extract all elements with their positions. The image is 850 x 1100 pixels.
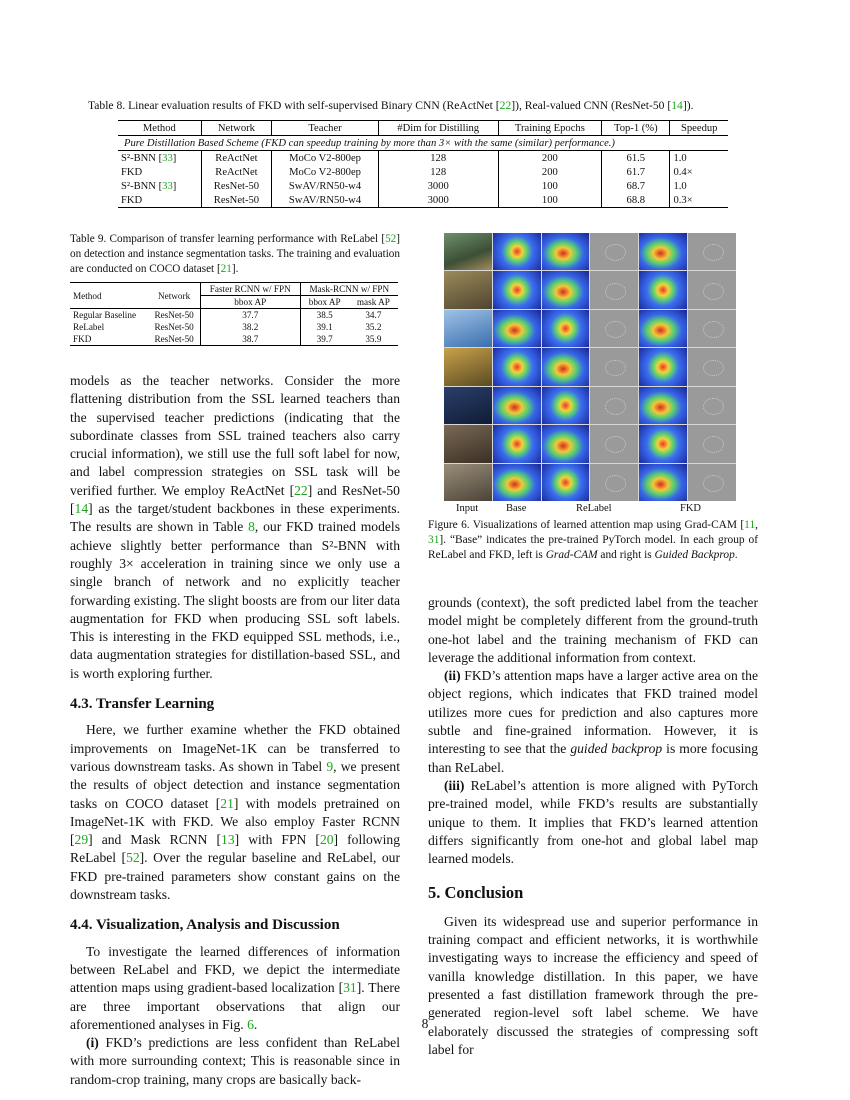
guided-backprop-map <box>688 233 736 270</box>
t8-header: Network <box>201 121 271 136</box>
input-image <box>444 233 492 270</box>
gradcam-map <box>639 348 687 385</box>
input-image <box>444 425 492 462</box>
t9-group-mask: Mask-RCNN w/ FPN <box>300 283 398 296</box>
table-row: FKD ResNet-50 38.7 39.7 35.9 <box>70 333 398 346</box>
figure-label-fkd: FKD <box>680 503 702 514</box>
gradcam-map <box>493 464 541 501</box>
guided-backprop-map <box>590 425 638 462</box>
input-image <box>444 310 492 347</box>
paragraph: To investigate the learned differences of information between ReLabel and FKD, we depict the intermediate attention maps using gradient-based localization [31]. There are three important observations that align our aforementioned analyses in Fig. 6. <box>70 943 400 1032</box>
guided-backprop-map <box>590 387 638 424</box>
gradcam-map <box>639 233 687 270</box>
gradcam-map <box>542 464 590 501</box>
table-row: FKD ReActNet MoCo V2-800ep 128 200 61.7 0.4× <box>118 165 728 179</box>
gradcam-map <box>639 310 687 347</box>
t8-header: Top-1 (%) <box>602 121 670 136</box>
t9-header-method: Method <box>70 283 148 309</box>
guided-backprop-map <box>688 348 736 385</box>
gradcam-map <box>639 425 687 462</box>
gradcam-map <box>542 310 590 347</box>
gradcam-map <box>493 387 541 424</box>
paragraph: (ii) FKD’s attention maps have a larger active area on the object regions, which indicates that FKD trained model utilizes more cues for prediction and also captures more subtle and fine-grained information. However, it is interesting to see that the guided backprop is more focusing than ReLabel. <box>428 668 758 775</box>
figure6-image-grid <box>444 233 736 501</box>
page-number: 8 <box>421 1016 429 1031</box>
gradcam-map <box>493 233 541 270</box>
paragraph: grounds (context), the soft predicted label from the teacher model might be completely different from the ground-truth one-hot label and the training mechanism of FKD can leverage the additional information from context. <box>428 595 758 665</box>
t8-header: Training Epochs <box>498 121 602 136</box>
input-image <box>444 387 492 424</box>
guided-backprop-map <box>688 271 736 308</box>
t8-header: Speedup <box>680 122 718 134</box>
guided-backprop-map <box>688 425 736 462</box>
figure-label-base: Base <box>506 503 527 514</box>
input-image <box>444 271 492 308</box>
input-image <box>444 464 492 501</box>
t8-header: #Dim for Distilling <box>378 121 498 136</box>
paragraph: models as the teacher networks. Consider the more flattening distribution from the SSL learned teachers than the supervised teacher predictions (indicating that the subordinate classes from SSL trained teachers also carry crucial information), we still use the full soft label for now, and label compression strategies on SSL task will be verified further. We employ ReActNet [22] and ResNet-50 [14] as the target/student backbones in these experiments. The results are shown in Table 8, our FKD trained models achieve slightly better performance than S²-BNN with roughly 3× acceleration in training since we only use a single branch of network and no explicitly teacher forwarding existing. The slight boosts are from our liter data augmentation for FKD when producing SSL soft labels. This is interesting in the FKD equipped SSL methods, i.e., data augmentation strategies for distillation-based SSL, and is worth exploring further. <box>70 373 400 681</box>
input-image <box>444 348 492 385</box>
section-heading-4-4: 4.4. Visualization, Analysis and Discussion <box>70 917 340 934</box>
table-row: ReLabel ResNet-50 38.2 39.1 35.2 <box>73 322 382 332</box>
section-heading-4-3: 4.3. Transfer Learning <box>70 696 215 713</box>
left-column <box>70 372 400 1089</box>
t9-group-faster: Faster RCNN w/ FPN <box>200 283 300 296</box>
t8-section-row: Pure Distillation Based Scheme (FKD can speedup training by more than 3× with the same (similar) performance.) <box>124 137 615 149</box>
guided-backprop-map <box>590 233 638 270</box>
table-row: FKD ResNet-50 SwAV/RN50-w4 3000 100 68.8 0.3× <box>118 193 728 208</box>
paragraph: Given its widespread use and superior performance in training compact and efficient networks, it is worthwhile investigating ways to increase the efficiency and speed of vanilla knowledge distillation. In this paper, we have presented a fast distillation framework through the pre-generated region-level soft label scheme. We have elaborately discussed the strategies of compressing soft label for <box>428 913 758 1057</box>
table8 <box>118 120 728 208</box>
gradcam-map <box>542 271 590 308</box>
gradcam-map <box>493 310 541 347</box>
gradcam-map <box>542 387 590 424</box>
t8-header: Method <box>118 121 201 136</box>
figure6-labels <box>444 503 736 517</box>
right-column <box>428 594 758 1059</box>
table8-caption: Table 8. Linear evaluation results of FKD with self-supervised Binary CNN (ReActNet [22]), Real-valued CNN (ResNet-50 [14]). <box>88 99 694 112</box>
section-heading-5: 5. Conclusion <box>428 883 524 903</box>
table9: Method Network Faster RCNN w/ FPN Mask-RCNN w/ FPN bbox AP bbox AP mask AP Regular Baseline ResNet-50 37.7 38.5 34.7 ReLabel ResNet-50 38.2 39.1 35.2 FKD ResNet-50 38.7 39.7 35.9 <box>70 282 398 346</box>
paragraph: Here, we further examine whether the FKD obtained improvements on ImageNet-1K can be transferred to various downstream tasks. As shown in Tabel 9, we present the results of object detection and instance segmentation tasks on COCO dataset [21] with models pretrained on ImageNet-1K with FKD. We also employ Faster RCNN [29] and Mask RCNN [13] with FPN [20] following ReLabel [52]. Over the regular baseline and ReLabel, our FKD pre-trained parameters show constant gains on the downstream tasks. <box>70 722 401 903</box>
guided-backprop-map <box>590 464 638 501</box>
gradcam-map <box>493 425 541 462</box>
t9-header-network: Network <box>148 283 200 309</box>
gradcam-map <box>542 348 590 385</box>
guided-backprop-map <box>590 310 638 347</box>
table-row: S²-BNN [33] ResNet-50 SwAV/RN50-w4 3000 100 68.7 1.0 <box>118 179 728 193</box>
gradcam-map <box>639 387 687 424</box>
table-row: S²-BNN [33] ReActNet MoCo V2-800ep 128 200 61.5 1.0 <box>118 151 728 166</box>
table9-caption: Table 9. Comparison of transfer learning performance with ReLabel [52] on detection and instance segmentation tasks. The training and evaluation are conducted on COCO dataset [21]. <box>70 233 400 275</box>
t8-header: Teacher <box>272 121 379 136</box>
paragraph: (iii) ReLabel’s attention is more aligned with PyTorch pre-trained model, while FKD’s results are substantially unique to them. It implies that FKD’s learned attention differs significantly from one-hot and global label map learned models. <box>428 777 758 867</box>
table-row: Regular Baseline ResNet-50 37.7 38.5 34.7 <box>73 310 382 320</box>
guided-backprop-map <box>590 348 638 385</box>
paragraph: (i) FKD’s predictions are less confident than ReLabel with more surrounding context; This is reasonable since in random-crop training, many crops are basically back- <box>70 1035 400 1087</box>
guided-backprop-map <box>688 464 736 501</box>
gradcam-map <box>542 425 590 462</box>
figure-label-relabel: ReLabel <box>576 503 612 514</box>
guided-backprop-map <box>688 387 736 424</box>
figure6-caption: Figure 6. Visualizations of learned attention map using Grad-CAM [11, 31]. “Base” indicates the pre-trained PyTorch model. In each group of ReLabel and FKD, left is Grad-CAM and right is Guided Backprop. <box>428 519 758 561</box>
guided-backprop-map <box>590 271 638 308</box>
gradcam-map <box>639 464 687 501</box>
figure-label-input: Input <box>456 503 479 514</box>
gradcam-map <box>639 271 687 308</box>
gradcam-map <box>493 271 541 308</box>
gradcam-map <box>493 348 541 385</box>
guided-backprop-map <box>688 310 736 347</box>
gradcam-map <box>542 233 590 270</box>
